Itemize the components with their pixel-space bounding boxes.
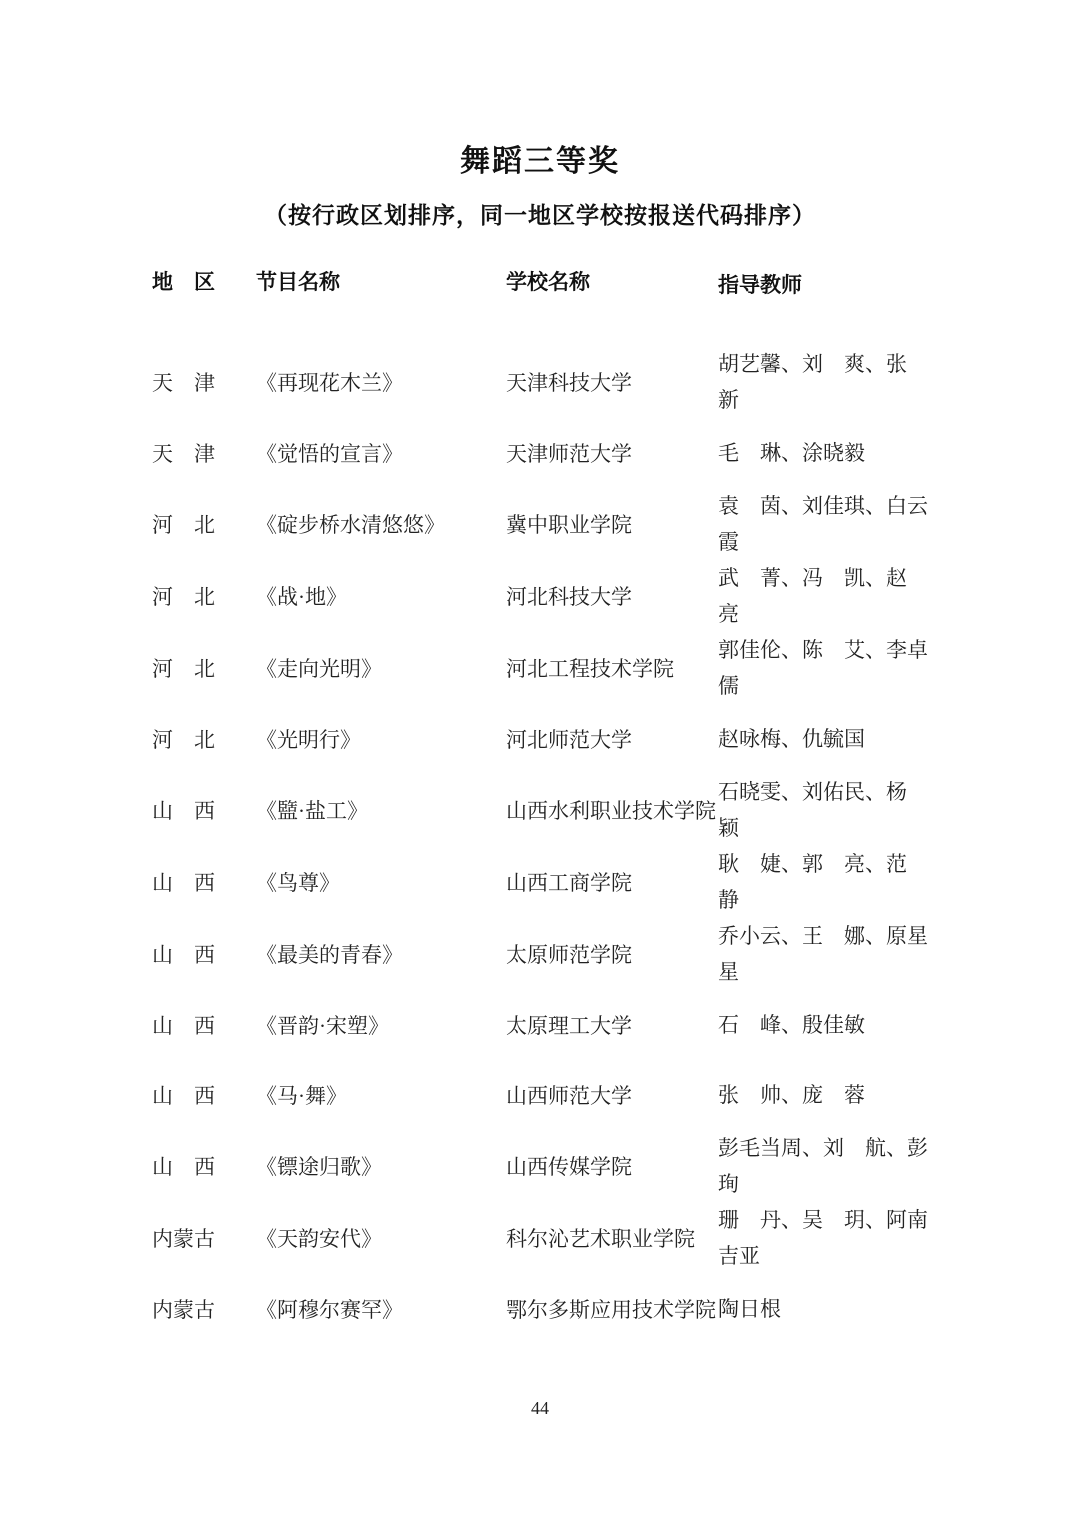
region-cell: 山 西 — [152, 1155, 215, 1179]
region-cell: 山 西 — [152, 799, 215, 823]
teacher-cell: 珊 丹、吴 玥、阿南吉亚 — [718, 1208, 928, 1268]
program-cell: 《觉悟的宣言》 — [256, 442, 403, 466]
school-cell: 鄂尔多斯应用技术学院 — [506, 1298, 716, 1322]
teacher-cell: 赵咏梅、仇毓国 — [718, 727, 865, 751]
page-title: 舞蹈三等奖 — [460, 145, 620, 178]
teacher-cell: 毛 琳、涂晓毅 — [718, 441, 865, 465]
teacher-cell: 胡艺馨、刘 爽、张 新 — [718, 352, 928, 412]
school-cell: 天津科技大学 — [506, 371, 632, 395]
program-cell: 《阿穆尔赛罕》 — [256, 1298, 403, 1322]
school-cell: 太原师范学院 — [506, 943, 632, 967]
table-row — [152, 1130, 948, 1202]
school-cell: 山西工商学院 — [506, 871, 632, 895]
school-cell: 天津师范大学 — [506, 442, 632, 466]
region-cell: 河 北 — [152, 657, 215, 681]
table-row — [152, 846, 948, 918]
table-row — [152, 990, 948, 1060]
teacher-cell: 郭佳伦、陈 艾、李卓儒 — [718, 638, 928, 698]
table-row — [152, 704, 948, 774]
program-cell: 《盬·盐工》 — [256, 799, 368, 823]
program-cell: 《天韵安代》 — [256, 1227, 382, 1251]
table-row — [152, 346, 948, 418]
program-cell: 《走向光明》 — [256, 657, 382, 681]
awards-table — [152, 268, 948, 1344]
school-cell: 太原理工大学 — [506, 1014, 632, 1038]
region-cell: 山 西 — [152, 943, 215, 967]
region-cell: 山 西 — [152, 1014, 215, 1038]
region-cell: 内蒙古 — [152, 1227, 215, 1251]
table-row — [152, 632, 948, 704]
school-cell: 河北科技大学 — [506, 585, 632, 609]
region-cell: 河 北 — [152, 513, 215, 537]
school-cell: 河北师范大学 — [506, 728, 632, 752]
program-cell: 《光明行》 — [256, 728, 361, 752]
header-teacher: 指导教师 — [718, 274, 802, 297]
program-cell: 《再现花木兰》 — [256, 371, 403, 395]
region-cell: 山 西 — [152, 871, 215, 895]
header-school: 学校名称 — [506, 271, 590, 294]
school-cell: 山西师范大学 — [506, 1084, 632, 1108]
table-header-row — [152, 268, 948, 304]
region-cell: 天 津 — [152, 442, 215, 466]
teacher-cell: 石晓雯、刘佑民、杨 颖 — [718, 780, 928, 840]
page-subtitle: （按行政区划排序，同一地区学校按报送代码排序） — [264, 202, 816, 228]
teacher-cell: 陶日根 — [718, 1297, 781, 1321]
table-row — [152, 560, 948, 632]
school-cell: 山西水利职业技术学院 — [506, 799, 716, 823]
region-cell: 内蒙古 — [152, 1298, 215, 1322]
program-cell: 《碇步桥水清悠悠》 — [256, 513, 445, 537]
teacher-cell: 耿 婕、郭 亮、范 静 — [718, 852, 928, 912]
header-program: 节目名称 — [256, 271, 340, 294]
region-cell: 天 津 — [152, 371, 215, 395]
table-row — [152, 774, 948, 846]
table-row — [152, 418, 948, 488]
program-cell: 《镖途归歌》 — [256, 1155, 382, 1179]
program-cell: 《战·地》 — [256, 585, 347, 609]
teacher-cell: 乔小云、王 娜、原星星 — [718, 924, 928, 984]
school-cell: 科尔沁艺术职业学院 — [506, 1227, 695, 1251]
table-row — [152, 918, 948, 990]
program-cell: 《马·舞》 — [256, 1084, 347, 1108]
region-cell: 山 西 — [152, 1084, 215, 1108]
header-region: 地 区 — [152, 271, 215, 294]
teacher-cell: 彭毛当周、刘 航、彭珣 — [718, 1136, 928, 1196]
table-row — [152, 488, 948, 560]
table-row — [152, 1202, 948, 1274]
page-number: 44 — [531, 1398, 549, 1418]
teacher-cell: 袁 茵、刘佳琪、白云霞 — [718, 494, 928, 554]
program-cell: 《鸟尊》 — [256, 871, 340, 895]
region-cell: 河 北 — [152, 728, 215, 752]
school-cell: 河北工程技术学院 — [506, 657, 674, 681]
school-cell: 山西传媒学院 — [506, 1155, 632, 1179]
program-cell: 《晋韵·宋塑》 — [256, 1014, 389, 1038]
teacher-cell: 石 峰、殷佳敏 — [718, 1013, 865, 1037]
teacher-cell: 张 帅、庞 蓉 — [718, 1083, 865, 1107]
teacher-cell: 武 菁、冯 凯、赵 亮 — [718, 566, 928, 626]
table-row — [152, 1060, 948, 1130]
table-body — [152, 346, 948, 1344]
program-cell: 《最美的青春》 — [256, 943, 403, 967]
table-row — [152, 1274, 948, 1344]
region-cell: 河 北 — [152, 585, 215, 609]
school-cell: 冀中职业学院 — [506, 513, 632, 537]
